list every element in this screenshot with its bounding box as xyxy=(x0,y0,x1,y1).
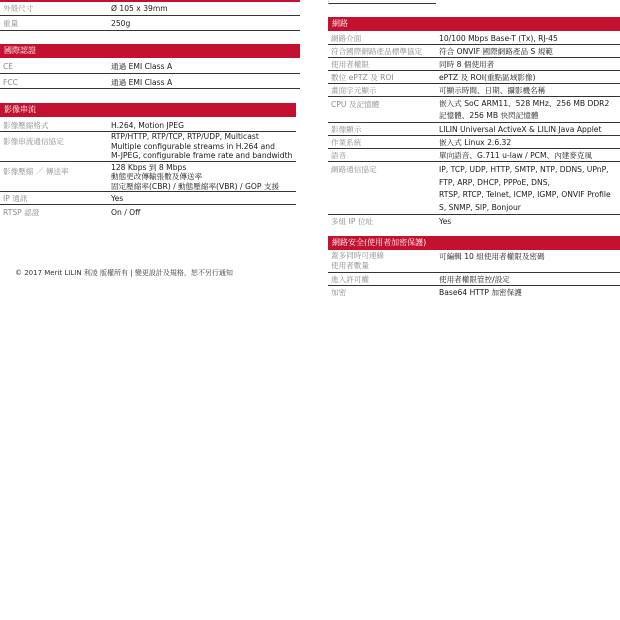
table-row xyxy=(328,31,620,45)
security-table xyxy=(328,250,620,298)
table-row xyxy=(328,215,620,228)
security-section xyxy=(328,236,620,298)
dimensions-table xyxy=(0,0,300,31)
spec-label: 加密 xyxy=(331,287,347,297)
table-row xyxy=(0,161,296,192)
spec-label: 重量 xyxy=(3,18,19,28)
copyright-footer: © 2017 Merit LILIN 利凌 版權所有 | 變更設計及規格，恕不另行通知 xyxy=(15,269,233,277)
spec-label: 數位 ePTZ 及 ROI xyxy=(331,73,394,82)
spec-value: 可編輯 10 組使用者權限及密碼 xyxy=(439,252,545,261)
table-row xyxy=(328,45,620,58)
spec-label: 影像串流通信協定 xyxy=(3,137,64,146)
spec-value: Ø 105 x 39mm xyxy=(111,4,168,13)
spec-value: Yes xyxy=(439,217,452,226)
spec-label: 畫面字元顯示 xyxy=(331,86,377,95)
spec-value: Base64 HTTP 加密保護 xyxy=(439,287,522,297)
spec-label: FCC xyxy=(3,77,18,87)
table-row xyxy=(0,73,300,88)
section-header: 國際認證 xyxy=(0,44,300,58)
network-table xyxy=(328,31,620,228)
spec-label: 網路介面 xyxy=(331,34,362,43)
table-row xyxy=(0,205,296,219)
spec-value: 通過 EMI Class A xyxy=(111,77,173,87)
spec-value: 250g xyxy=(111,18,131,28)
table-row xyxy=(328,162,620,215)
spec-label: RTSP 認證 xyxy=(3,208,40,217)
spec-value: 嵌入式 Linux 2.6.32 xyxy=(439,138,512,147)
spec-label: CPU 及記憶體 xyxy=(331,100,380,109)
spec-value: On / Off xyxy=(111,208,141,217)
spec-value: IP, TCP, UDP, HTTP, SMTP, NTP, DDNS, UPnP, FTP, ARP, DHCP, PPPoE, DNS, RTSP, RTCP, Telnet, ICMP, IGMP, ONVIF Profile S, SNMP, SIP, Bonjour xyxy=(439,165,611,212)
table-row xyxy=(328,97,620,123)
table-row xyxy=(328,250,620,272)
spec-value: 128 Kbps 到 8 Mbps 動態更改傳輸張數及傳送率 固定壓縮率(CBR) / 動態壓縮率(VBR) / GOP 支援 xyxy=(111,162,280,191)
spec-label: 符合國際網路產品標準協定 xyxy=(331,47,423,56)
table-row xyxy=(328,149,620,162)
spec-label: 蓋多同時可連線 使用者數量 xyxy=(331,251,385,270)
section-header: 影像串流 xyxy=(0,103,296,117)
certification-section xyxy=(0,44,300,89)
table-row xyxy=(328,84,620,97)
spec-value: 可顯示時間、日期、攝影機名稱 xyxy=(439,86,546,95)
table-row xyxy=(0,58,300,73)
spec-value: 同時 8 個使用者 xyxy=(439,60,495,69)
spec-label: CE xyxy=(3,62,14,71)
spec-label: 多組 IP 位址 xyxy=(331,217,374,226)
certification-table xyxy=(0,58,300,89)
table-row xyxy=(328,272,620,285)
spec-label: 進入許可權 xyxy=(331,274,369,284)
spec-value: ePTZ 及 ROI(重點區域影像) xyxy=(439,73,536,82)
video-stream-section xyxy=(0,103,296,219)
spec-value: 單向語音、G.711 u-law / PCM、內建麥克風 xyxy=(439,151,593,160)
spec-value: RTP/HTTP, RTP/TCP, RTP/UDP, Multicast Multiple configurable streams in H.264 and M-JPEG, configurable frame rate and bandwidth xyxy=(111,132,293,160)
spec-value: H.264, Motion JPEG xyxy=(111,121,184,130)
top-rule xyxy=(0,0,300,2)
table-row xyxy=(0,192,296,205)
table-row xyxy=(328,136,620,149)
spec-label: 使用者權限 xyxy=(331,60,369,69)
spec-label: 影像壓縮格式 xyxy=(3,121,49,130)
spec-label: 作業系統 xyxy=(331,138,362,147)
spec-label: 網路通信協定 xyxy=(331,165,377,174)
spec-value: Yes xyxy=(111,194,124,203)
spec-label: 外殼尺寸 xyxy=(3,4,34,13)
table-row xyxy=(328,58,620,71)
previous-table-end xyxy=(328,0,436,4)
spec-value: LILIN Universal ActiveX & LILIN Java Applet xyxy=(439,125,602,134)
spec-value: 通過 EMI Class A xyxy=(111,62,173,71)
spec-value: 10/100 Mbps Base-T (Tx), RJ-45 xyxy=(439,34,558,43)
spec-label: 語音 xyxy=(331,151,347,160)
table-row xyxy=(0,15,300,30)
network-section xyxy=(328,17,620,228)
table-row xyxy=(328,71,620,84)
table-row xyxy=(328,123,620,136)
video-stream-table xyxy=(0,117,296,219)
section-header: 網路安全(使用者加密保護) xyxy=(328,236,620,250)
spec-label: 影像壓縮 ／ 傳送率 xyxy=(3,166,69,176)
section-header: 網路 xyxy=(328,17,620,31)
table-row xyxy=(328,285,620,298)
table-row xyxy=(0,117,296,132)
spec-value: 符合 ONVIF 國際網路產品 S 規範 xyxy=(439,47,553,56)
table-row xyxy=(0,0,300,15)
spec-label: 影像顯示 xyxy=(331,125,362,134)
dimensions-section xyxy=(0,0,300,31)
spec-label: IP 通訊 xyxy=(3,194,28,203)
spec-value: 使用者權限管控/設定 xyxy=(439,274,510,284)
table-row xyxy=(0,132,296,162)
spec-value: 嵌入式 SoC ARM11、528 MHz、256 MB DDR2 記憶體、256 MB 快閃記憶體 xyxy=(439,99,610,120)
